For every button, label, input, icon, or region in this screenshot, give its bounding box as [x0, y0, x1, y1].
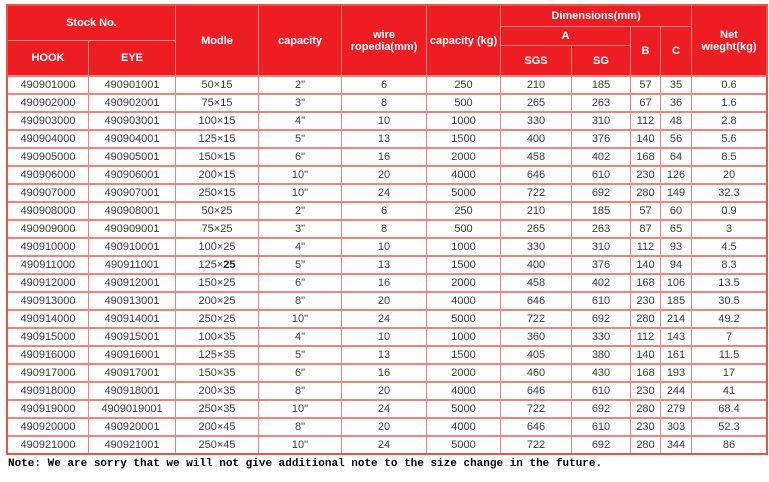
- hook-cell: 490902000: [8, 95, 88, 111]
- model-cell: 125×25: [176, 257, 258, 273]
- net-weight-cell: 3: [692, 221, 766, 237]
- b-cell: 140: [631, 257, 660, 273]
- model-cell: 200×25: [176, 293, 258, 309]
- capacity-kg-cell: 1500: [427, 131, 500, 147]
- wire-dia-cell: 13: [342, 257, 426, 273]
- eye-header: EYE: [89, 41, 175, 75]
- eye-cell: 4909019001: [89, 401, 175, 417]
- c-cell: 36: [661, 95, 691, 111]
- capacity-kg-cell: 5000: [427, 185, 500, 201]
- eye-cell: 490906001: [89, 167, 175, 183]
- sgs-cell: 265: [501, 221, 571, 237]
- wire-dia-cell: 8: [342, 221, 426, 237]
- model-cell: 200×35: [176, 383, 258, 399]
- sg-cell: 430: [572, 365, 630, 381]
- b-cell: 168: [631, 149, 660, 165]
- sg-cell: 263: [572, 95, 630, 111]
- sgs-cell: 330: [501, 113, 571, 129]
- capacity-cell: 8": [259, 419, 341, 435]
- model-cell: 75×25: [176, 221, 258, 237]
- sg-cell: 376: [572, 131, 630, 147]
- sgs-cell: 722: [501, 311, 571, 327]
- c-cell: 279: [661, 401, 691, 417]
- model-cell: 125×35: [176, 347, 258, 363]
- capacity-cell: 5": [259, 257, 341, 273]
- capacity-cell: 4": [259, 113, 341, 129]
- model-cell: 100×35: [176, 329, 258, 345]
- b-cell: 67: [631, 95, 660, 111]
- table-row: [8, 293, 766, 309]
- c-cell: 48: [661, 113, 691, 129]
- capacity-kg-cell: 4000: [427, 383, 500, 399]
- eye-cell: 490905001: [89, 149, 175, 165]
- capacity-kg-cell: 4000: [427, 167, 500, 183]
- net-weight-cell: 49.2: [692, 311, 766, 327]
- wire-dia-cell: 13: [342, 131, 426, 147]
- wire-dia-cell: 20: [342, 383, 426, 399]
- model-cell: 150×35: [176, 365, 258, 381]
- sg-cell: 310: [572, 239, 630, 255]
- net-weight-cell: 20: [692, 167, 766, 183]
- c-header: C: [661, 27, 691, 75]
- hook-cell: 490911000: [8, 257, 88, 273]
- net-weight-cell: 86: [692, 437, 766, 453]
- sg-cell: 376: [572, 257, 630, 273]
- hook-cell: 490920000: [8, 419, 88, 435]
- sgs-cell: 458: [501, 275, 571, 291]
- net-weight-cell: 32.3: [692, 185, 766, 201]
- c-cell: 161: [661, 347, 691, 363]
- capacity-kg-header: capacity (kg): [427, 6, 500, 75]
- eye-cell: 490915001: [89, 329, 175, 345]
- sgs-cell: 360: [501, 329, 571, 345]
- dimensions-header: Dimensions(mm): [501, 6, 691, 26]
- net-weight-header: Net wieght(kg): [692, 6, 766, 75]
- capacity-kg-cell: 1000: [427, 239, 500, 255]
- b-cell: 112: [631, 239, 660, 255]
- sg-header: SG: [572, 46, 630, 75]
- b-header: B: [631, 27, 660, 75]
- c-cell: 344: [661, 437, 691, 453]
- sg-cell: 692: [572, 401, 630, 417]
- dimension-a-group: [501, 27, 630, 75]
- sg-cell: 692: [572, 185, 630, 201]
- eye-cell: 490917001: [89, 365, 175, 381]
- hook-cell: 490903000: [8, 113, 88, 129]
- hook-cell: 490915000: [8, 329, 88, 345]
- c-cell: 126: [661, 167, 691, 183]
- model-cell: 200×45: [176, 419, 258, 435]
- wire-dia-cell: 20: [342, 167, 426, 183]
- b-cell: 112: [631, 329, 660, 345]
- hook-cell: 490906000: [8, 167, 88, 183]
- table-row: [8, 95, 766, 111]
- model-cell: 125×15: [176, 131, 258, 147]
- capacity-cell: 5": [259, 347, 341, 363]
- model-cell: 200×15: [176, 167, 258, 183]
- sgs-cell: 458: [501, 149, 571, 165]
- sgs-cell: 646: [501, 383, 571, 399]
- wire-dia-cell: 24: [342, 311, 426, 327]
- table-row: [8, 77, 766, 93]
- b-cell: 230: [631, 293, 660, 309]
- capacity-kg-cell: 2000: [427, 365, 500, 381]
- b-cell: 57: [631, 203, 660, 219]
- c-cell: 60: [661, 203, 691, 219]
- capacity-cell: 10": [259, 437, 341, 453]
- eye-cell: 490904001: [89, 131, 175, 147]
- capacity-cell: 3": [259, 95, 341, 111]
- capacity-cell: 6": [259, 275, 341, 291]
- net-weight-cell: 13.5: [692, 275, 766, 291]
- eye-cell: 490902001: [89, 95, 175, 111]
- eye-cell: 490903001: [89, 113, 175, 129]
- eye-cell: 490918001: [89, 383, 175, 399]
- capacity-kg-cell: 2000: [427, 149, 500, 165]
- hook-cell: 490901000: [8, 77, 88, 93]
- sgs-cell: 405: [501, 347, 571, 363]
- b-cell: 280: [631, 401, 660, 417]
- model-cell: 250×45: [176, 437, 258, 453]
- eye-cell: 490920001: [89, 419, 175, 435]
- capacity-kg-cell: 1500: [427, 257, 500, 273]
- table-row: [8, 437, 766, 453]
- table-row: [8, 383, 766, 399]
- capacity-kg-cell: 2000: [427, 275, 500, 291]
- sg-cell: 185: [572, 77, 630, 93]
- net-weight-cell: 1.6: [692, 95, 766, 111]
- capacity-cell: 10": [259, 311, 341, 327]
- capacity-cell: 10": [259, 401, 341, 417]
- model-cell: 50×15: [176, 77, 258, 93]
- table-body: [8, 75, 766, 453]
- hook-cell: 490904000: [8, 131, 88, 147]
- capacity-cell: 8": [259, 293, 341, 309]
- wire-ropedia-header: wire ropedia(mm): [342, 6, 426, 75]
- table-row: [8, 203, 766, 219]
- model-cell: 50×25: [176, 203, 258, 219]
- net-weight-cell: 0.6: [692, 77, 766, 93]
- capacity-cell: 6": [259, 149, 341, 165]
- sg-cell: 310: [572, 113, 630, 129]
- net-weight-cell: 11.5: [692, 347, 766, 363]
- table-row: [8, 419, 766, 435]
- c-cell: 193: [661, 365, 691, 381]
- hook-header: HOOK: [8, 41, 88, 75]
- wire-dia-cell: 16: [342, 149, 426, 165]
- wire-dia-cell: 16: [342, 275, 426, 291]
- wire-dia-cell: 24: [342, 401, 426, 417]
- capacity-kg-cell: 4000: [427, 419, 500, 435]
- footer-note: Note: We are sorry that we will not give additional note to the size change in the future.: [8, 458, 603, 470]
- c-cell: 143: [661, 329, 691, 345]
- capacity-kg-cell: 1000: [427, 329, 500, 345]
- model-cell: 250×25: [176, 311, 258, 327]
- c-cell: 214: [661, 311, 691, 327]
- capacity-cell: 6": [259, 365, 341, 381]
- capacity-kg-cell: 4000: [427, 293, 500, 309]
- wire-dia-cell: 6: [342, 203, 426, 219]
- table-row: [8, 347, 766, 363]
- eye-cell: 490911001: [89, 257, 175, 273]
- hook-cell: 490918000: [8, 383, 88, 399]
- net-weight-cell: 41: [692, 383, 766, 399]
- stock-no-column-group: [8, 6, 175, 75]
- hook-cell: 490912000: [8, 275, 88, 291]
- sgs-cell: 330: [501, 239, 571, 255]
- sg-cell: 402: [572, 149, 630, 165]
- table-header: [8, 6, 766, 75]
- sg-cell: 263: [572, 221, 630, 237]
- capacity-cell: 10": [259, 185, 341, 201]
- net-weight-cell: 5.6: [692, 131, 766, 147]
- hook-cell: 490909000: [8, 221, 88, 237]
- wire-dia-cell: 20: [342, 419, 426, 435]
- c-cell: 64: [661, 149, 691, 165]
- hook-cell: 490907000: [8, 185, 88, 201]
- net-weight-cell: 8.3: [692, 257, 766, 273]
- net-weight-cell: 68.4: [692, 401, 766, 417]
- net-weight-cell: 4.5: [692, 239, 766, 255]
- b-cell: 168: [631, 365, 660, 381]
- a-header: A: [501, 27, 630, 45]
- sgs-cell: 400: [501, 131, 571, 147]
- table-row: [8, 149, 766, 165]
- hook-cell: 490921000: [8, 437, 88, 453]
- sgs-cell: 646: [501, 293, 571, 309]
- table-row: [8, 275, 766, 291]
- wire-dia-cell: 6: [342, 77, 426, 93]
- wire-dia-cell: 20: [342, 293, 426, 309]
- sg-cell: 610: [572, 167, 630, 183]
- b-cell: 140: [631, 131, 660, 147]
- b-cell: 87: [631, 221, 660, 237]
- sg-cell: 610: [572, 419, 630, 435]
- sgs-cell: 210: [501, 77, 571, 93]
- sg-cell: 692: [572, 437, 630, 453]
- capacity-kg-cell: 500: [427, 95, 500, 111]
- wire-dia-cell: 10: [342, 329, 426, 345]
- eye-cell: 490908001: [89, 203, 175, 219]
- net-weight-cell: 2.8: [692, 113, 766, 129]
- sgs-cell: 722: [501, 401, 571, 417]
- capacity-cell: 8": [259, 383, 341, 399]
- table-row: [8, 131, 766, 147]
- wire-dia-cell: 10: [342, 113, 426, 129]
- table-row: [8, 257, 766, 273]
- model-cell: 250×15: [176, 185, 258, 201]
- eye-cell: 490901001: [89, 77, 175, 93]
- c-cell: 244: [661, 383, 691, 399]
- model-cell: 250×35: [176, 401, 258, 417]
- b-cell: 230: [631, 167, 660, 183]
- sgs-cell: 460: [501, 365, 571, 381]
- eye-cell: 490909001: [89, 221, 175, 237]
- b-cell: 230: [631, 383, 660, 399]
- eye-cell: 490913001: [89, 293, 175, 309]
- sgs-cell: 646: [501, 167, 571, 183]
- table-row: [8, 113, 766, 129]
- spec-table: [6, 4, 768, 455]
- hook-cell: 490914000: [8, 311, 88, 327]
- b-cell: 280: [631, 437, 660, 453]
- net-weight-cell: 17: [692, 365, 766, 381]
- table-row: [8, 239, 766, 255]
- eye-cell: 490914001: [89, 311, 175, 327]
- capacity-kg-cell: 1000: [427, 113, 500, 129]
- model-cell: 150×25: [176, 275, 258, 291]
- model-cell: 100×15: [176, 113, 258, 129]
- wire-dia-cell: 13: [342, 347, 426, 363]
- wire-dia-cell: 10: [342, 239, 426, 255]
- net-weight-cell: 8.5: [692, 149, 766, 165]
- capacity-cell: 3": [259, 221, 341, 237]
- net-weight-cell: 7: [692, 329, 766, 345]
- c-cell: 303: [661, 419, 691, 435]
- net-weight-cell: 0.9: [692, 203, 766, 219]
- capacity-cell: 5": [259, 131, 341, 147]
- sgs-cell: 265: [501, 95, 571, 111]
- table-row: [8, 311, 766, 327]
- table-row: [8, 329, 766, 345]
- model-cell: 150×15: [176, 149, 258, 165]
- hook-cell: 490910000: [8, 239, 88, 255]
- table-row: [8, 221, 766, 237]
- hook-cell: 490917000: [8, 365, 88, 381]
- capacity-kg-cell: 1500: [427, 347, 500, 363]
- c-cell: 35: [661, 77, 691, 93]
- c-cell: 56: [661, 131, 691, 147]
- c-cell: 93: [661, 239, 691, 255]
- c-cell: 106: [661, 275, 691, 291]
- capacity-cell: 4": [259, 329, 341, 345]
- sgs-cell: 646: [501, 419, 571, 435]
- model-cell: 75×15: [176, 95, 258, 111]
- wire-dia-cell: 24: [342, 437, 426, 453]
- eye-cell: 490907001: [89, 185, 175, 201]
- sg-cell: 402: [572, 275, 630, 291]
- sg-cell: 610: [572, 293, 630, 309]
- capacity-kg-cell: 250: [427, 203, 500, 219]
- dimensions-column-group: [501, 6, 691, 75]
- hook-cell: 490913000: [8, 293, 88, 309]
- hook-cell: 490919000: [8, 401, 88, 417]
- b-cell: 112: [631, 113, 660, 129]
- b-cell: 168: [631, 275, 660, 291]
- sgs-cell: 210: [501, 203, 571, 219]
- capacity-kg-cell: 500: [427, 221, 500, 237]
- sgs-cell: 722: [501, 185, 571, 201]
- stock-no-header: Stock No.: [8, 6, 175, 40]
- sgs-cell: 400: [501, 257, 571, 273]
- c-cell: 185: [661, 293, 691, 309]
- hook-cell: 490916000: [8, 347, 88, 363]
- capacity-cell: 2": [259, 77, 341, 93]
- capacity-cell: 10": [259, 167, 341, 183]
- model-cell: 100×25: [176, 239, 258, 255]
- eye-cell: 490916001: [89, 347, 175, 363]
- b-cell: 57: [631, 77, 660, 93]
- eye-cell: 490912001: [89, 275, 175, 291]
- table-row: [8, 401, 766, 417]
- modle-header: Modle: [176, 6, 258, 75]
- c-cell: 65: [661, 221, 691, 237]
- eye-cell: 490921001: [89, 437, 175, 453]
- sg-cell: 330: [572, 329, 630, 345]
- sgs-header: SGS: [501, 46, 571, 75]
- eye-cell: 490910001: [89, 239, 175, 255]
- wire-dia-cell: 8: [342, 95, 426, 111]
- capacity-header: capacity: [259, 6, 341, 75]
- table-row: [8, 185, 766, 201]
- c-cell: 149: [661, 185, 691, 201]
- b-cell: 230: [631, 419, 660, 435]
- sg-cell: 185: [572, 203, 630, 219]
- wire-dia-cell: 24: [342, 185, 426, 201]
- b-cell: 280: [631, 311, 660, 327]
- sg-cell: 692: [572, 311, 630, 327]
- net-weight-cell: 30.5: [692, 293, 766, 309]
- b-cell: 140: [631, 347, 660, 363]
- hook-cell: 490905000: [8, 149, 88, 165]
- sgs-cell: 722: [501, 437, 571, 453]
- capacity-kg-cell: 5000: [427, 401, 500, 417]
- capacity-kg-cell: 5000: [427, 437, 500, 453]
- capacity-cell: 4": [259, 239, 341, 255]
- capacity-cell: 2": [259, 203, 341, 219]
- net-weight-cell: 52.3: [692, 419, 766, 435]
- table-row: [8, 365, 766, 381]
- c-cell: 94: [661, 257, 691, 273]
- hook-cell: 490908000: [8, 203, 88, 219]
- b-cell: 280: [631, 185, 660, 201]
- sg-cell: 380: [572, 347, 630, 363]
- wire-dia-cell: 16: [342, 365, 426, 381]
- capacity-kg-cell: 250: [427, 77, 500, 93]
- capacity-kg-cell: 5000: [427, 311, 500, 327]
- table-row: [8, 167, 766, 183]
- sg-cell: 610: [572, 383, 630, 399]
